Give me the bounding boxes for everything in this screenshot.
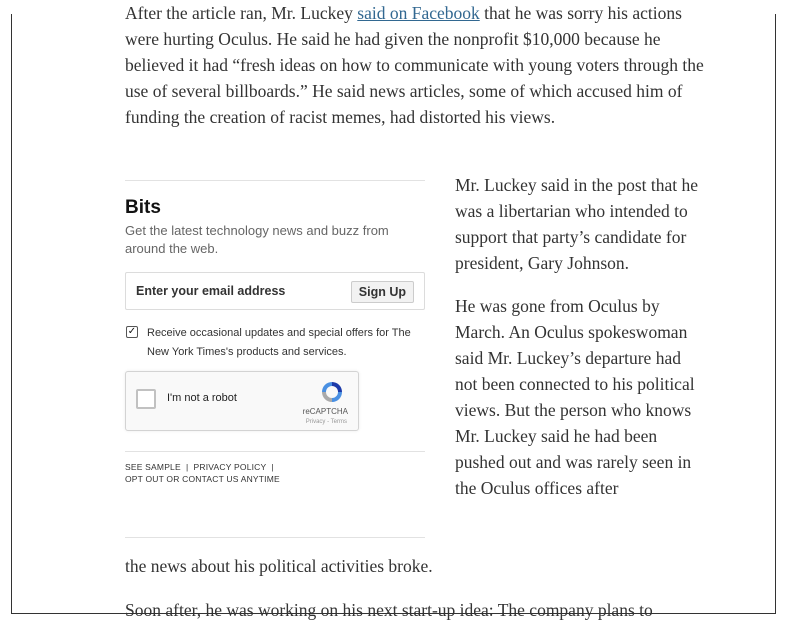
article-paragraph: Mr. Luckey said in the post that he was a libertarian who intended to support that party’s candidate for president, Gary Johnson. [455, 175, 699, 273]
newsletter-promo [125, 180, 425, 538]
consent-checkbox[interactable]: ✓ [127, 326, 137, 337]
facebook-link[interactable]: said on Facebook [357, 3, 480, 23]
article-side-column [455, 172, 705, 518]
article-paragraph-continuation: the news about his political activities broke. [125, 556, 433, 576]
newsletter-title: Bits [125, 197, 161, 218]
article-paragraph: He was gone from Oculus by March. An Oculus spokeswoman said Mr. Luckey’s departure had not been connected to his political views. But the person who knows Mr. Luckey said he had been pushed out and was rarely seen in the Oculus offices after [455, 296, 695, 498]
email-input[interactable] [134, 283, 348, 299]
article-paragraph-top [125, 0, 705, 130]
newsletter-links [125, 451, 425, 485]
promo-bottom-divider [125, 537, 425, 538]
article-paragraph-next: Soon after, he was working on his next start-up idea: The company plans to [125, 600, 653, 620]
recaptcha-brand: reCAPTCHA [302, 407, 348, 416]
sign-up-button[interactable]: Sign Up [351, 281, 414, 303]
see-sample-link[interactable]: SEE SAMPLE [125, 462, 181, 472]
link-separator: | [183, 462, 191, 472]
opt-out-link[interactable]: OPT OUT OR CONTACT US ANYTIME [125, 474, 280, 484]
recaptcha-widget [125, 371, 359, 431]
recaptcha-logo-icon [319, 379, 345, 405]
consent-row [125, 324, 423, 362]
recaptcha-checkbox[interactable] [136, 389, 156, 409]
newsletter-description: Get the latest technology news and buzz from around the web. [125, 223, 389, 256]
paragraph-text: that he was sorry his [479, 3, 628, 23]
link-separator: | [268, 462, 274, 472]
consent-label: Receive occasional updates and special offers for The New York Times's products and services. [147, 327, 411, 358]
email-signup-form [125, 272, 425, 310]
recaptcha-label: I'm not a robot [167, 392, 237, 404]
article-viewport [11, 3, 776, 620]
recaptcha-terms-link[interactable]: Privacy - Terms [305, 419, 347, 425]
paragraph-text: After the article ran, Mr. Luckey [125, 3, 358, 23]
paragraph-text: actions were hurting Oculus. He said he had given the nonprofit $10,000 because he believed it had “fresh ideas on how to communicate with young voters through the use of several billboards.” He said news articles, some of which accused him of funding the creation of racist memes, had distorted his views. [125, 3, 704, 127]
privacy-policy-link[interactable]: PRIVACY POLICY [193, 462, 267, 472]
